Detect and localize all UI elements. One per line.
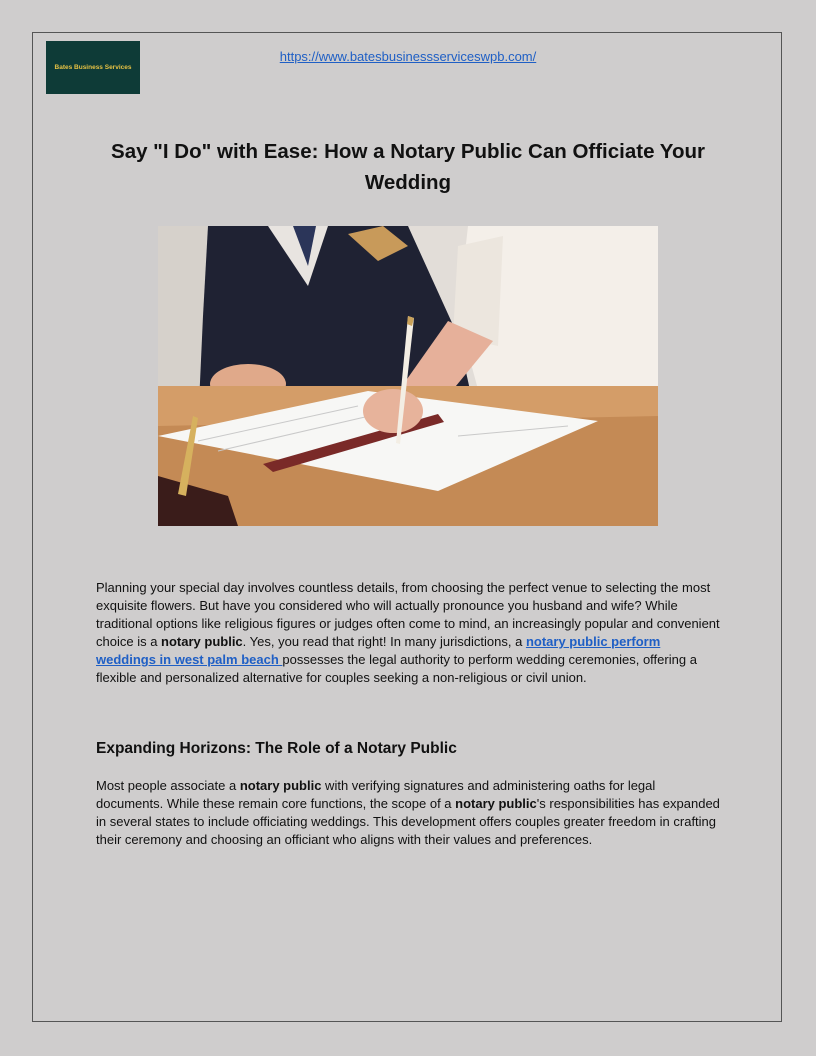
section-text-1: Most people associate a bbox=[96, 778, 240, 793]
intro-paragraph bbox=[96, 579, 722, 687]
article-title bbox=[96, 136, 720, 198]
title-line-1: Say "I Do" with Ease: How a Notary Public Can Officiate Your bbox=[111, 140, 705, 163]
section-text-2: with verifying signatures and administering oaths for legal documents. While these remain core functions, the scope of a bbox=[96, 778, 656, 811]
section-text-3: 's responsibilities has expanded in several states to include officiating weddings. This development offers couples greater freedom in crafting their ceremony and choosing an officiant who aligns with their values and preferences. bbox=[96, 796, 720, 847]
section-heading: Expanding Horizons: The Role of a Notary Public bbox=[96, 740, 457, 757]
section-bold-notary-2: notary public bbox=[455, 796, 537, 811]
website-link[interactable]: https://www.batesbusinessserviceswpb.com/ bbox=[279, 49, 537, 64]
section-paragraph bbox=[96, 777, 722, 849]
intro-text-3: possesses the legal authority to perform wedding ceremonies, offering a flexible and personalized alternative for couples seeking a non-religious or civil union. bbox=[96, 652, 697, 685]
intro-text-1: Planning your special day involves countless details, from choosing the perfect venue to selecting the most exquisite flowers. But have you considered who will actually pronounce you husband and wife? While traditional options like religious figures or judges often come to mind, an increasingly popular and convenient choice is a bbox=[96, 580, 720, 649]
hero-image bbox=[158, 226, 658, 526]
notary-weddings-link[interactable]: notary public perform weddings in west palm beach bbox=[96, 634, 661, 667]
logo-text: Bates Business Services bbox=[54, 64, 132, 71]
section-bold-notary-1: notary public bbox=[239, 778, 322, 793]
couple-signing-marriage-certificate-photo bbox=[158, 226, 658, 526]
intro-bold-notary: notary public bbox=[161, 634, 243, 649]
intro-text-2: . Yes, you read that right! In many jurisdictions, a bbox=[242, 634, 526, 649]
title-line-2: Wedding bbox=[364, 171, 452, 194]
